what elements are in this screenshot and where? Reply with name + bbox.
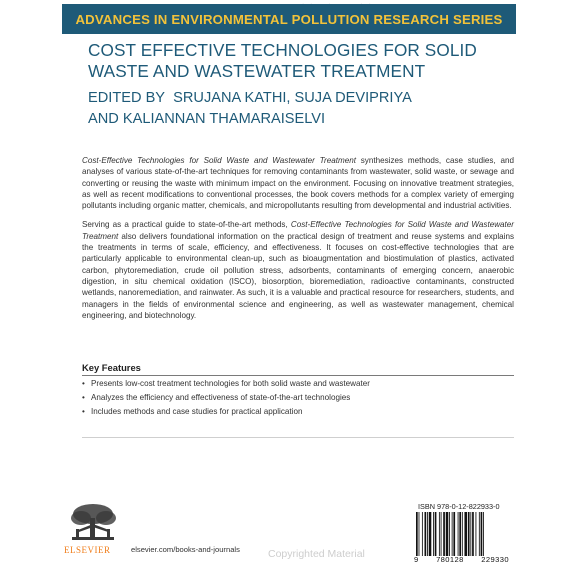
barcode-bar: [481, 512, 483, 556]
barcode-bar: [464, 512, 467, 556]
description: [82, 155, 514, 329]
barcode-bar: [433, 512, 434, 556]
barcode-digits: [414, 555, 509, 564]
series-band: [62, 4, 516, 34]
editors: [88, 88, 508, 130]
key-features-heading: Key Features: [82, 362, 141, 373]
barcode-bar: [476, 512, 477, 556]
barcode-bar: [435, 512, 437, 556]
editors-line-2: [88, 109, 508, 130]
barcode-bar: [422, 512, 423, 556]
book-title-italic: Cost-Effective Technologies for Solid Waste and Wastewater Treatment: [82, 156, 356, 165]
book-title-line-1: COST EFFECTIVE TECHNOLOGIES FOR SOLID: [88, 40, 477, 60]
barcode-bar: [458, 512, 459, 556]
key-feature-item: • Includes methods and case studies for practical application: [82, 406, 514, 418]
editors-names-1: SRUJANA KATHI, SUJA DEVIPRIYA: [173, 90, 412, 106]
description-p1-text: synthesizes methods, case studies, and analyses of various state-of-the-art techniques for removing contaminants from wastewater, solid waste, or sewage and converting or reusing the waste with minimum impact on the environment. Focusing on innovative treatment strategies, as well as recent modifications to conventional processes, the book covers methods for a complex variety of emerging pollutants including organic matter, chemicals, and micropollutants resulting from developmental and industrial activities.: [82, 156, 514, 211]
key-features-bottom-divider: [82, 437, 514, 438]
key-features-divider: [82, 375, 514, 376]
barcode-bar: [443, 512, 445, 556]
key-feature-item: • Analyzes the efficiency and effectiveness of state-of-the-art technologies: [82, 392, 514, 404]
key-feature-item: • Presents low-cost treatment technologies for both solid waste and wastewater: [82, 378, 514, 390]
barcode-bar: [427, 512, 428, 556]
book-title: [88, 40, 508, 82]
publisher-url[interactable]: elsevier.com/books-and-journals: [131, 545, 240, 554]
description-p2-start: Serving as a practical guide to state-of-the-art methods,: [82, 220, 291, 230]
barcode-bar: [483, 512, 484, 556]
barcode-bar: [425, 512, 427, 556]
barcode-bar: [439, 512, 440, 556]
editors-names-2: AND KALIANNAN THAMARAISELVI: [88, 111, 326, 127]
barcode-bar: [441, 512, 442, 556]
barcode-bar: [419, 512, 420, 556]
barcode-bar: [472, 512, 474, 556]
back-cover: [62, 0, 516, 576]
key-features-list: [82, 378, 514, 420]
description-paragraph-2: [82, 219, 514, 321]
editors-line-1: [88, 88, 508, 109]
description-p2-text: also delivers foundational information on the practical design of treatment and reuse systems and explains the treatments in terms of scale, efficiency, and effectiveness. It focuses on cost-effective technologies that are particularly applicable to environmental clean-up, such as bioaugmentation and biostimulation of plastics, activated carbon, phytoremediation, crude oil pollution stress, adsorbents, contaminants of emerging concern, anaerobic digestion, in situ chemical oxidation (ISCO), biosorption, bioremediation, radioactive contaminants, constructed wetlands, nanoremediation, and rainwater. As such, it is a valuable and practical resource for researchers, students, and managers in the fields of environmental science and engineering, as well as wastewater management, chemical engineering, and biotechnology.: [82, 231, 514, 320]
barcode-bar: [462, 512, 463, 556]
barcode-bar: [459, 512, 461, 556]
barcode-bar: [446, 512, 449, 556]
barcode: [414, 512, 509, 556]
isbn: ISBN 978-0-12-822933-0: [418, 502, 500, 511]
barcode-bar: [449, 512, 450, 556]
barcode-bar: [453, 512, 455, 556]
barcode-bar: [452, 512, 453, 556]
barcode-bar: [470, 512, 471, 556]
barcode-digit-group: 9: [414, 555, 419, 564]
barcode-bar: [468, 512, 470, 556]
barcode-bar: [416, 512, 418, 556]
editors-label: EDITED BY: [88, 90, 166, 106]
series-title: ADVANCES IN ENVIRONMENTAL POLLUTION RESEARCH SERIES: [75, 11, 503, 27]
publisher-name: ELSEVIER: [64, 545, 111, 555]
description-paragraph-1: [82, 155, 514, 211]
book-title-line-2: WASTE AND WASTEWATER TREATMENT: [88, 61, 426, 81]
barcode-digit-group: 780128: [436, 555, 464, 564]
barcode-digit-group: 229330: [481, 555, 509, 564]
watermark-bottom: Copyrighted Material: [268, 548, 365, 560]
barcode-bar: [479, 512, 480, 556]
barcode-bar: [429, 512, 432, 556]
book-title-italic-2: Cost-Effective Technologies for Solid Waste and Wastewater Treatment: [82, 220, 515, 241]
